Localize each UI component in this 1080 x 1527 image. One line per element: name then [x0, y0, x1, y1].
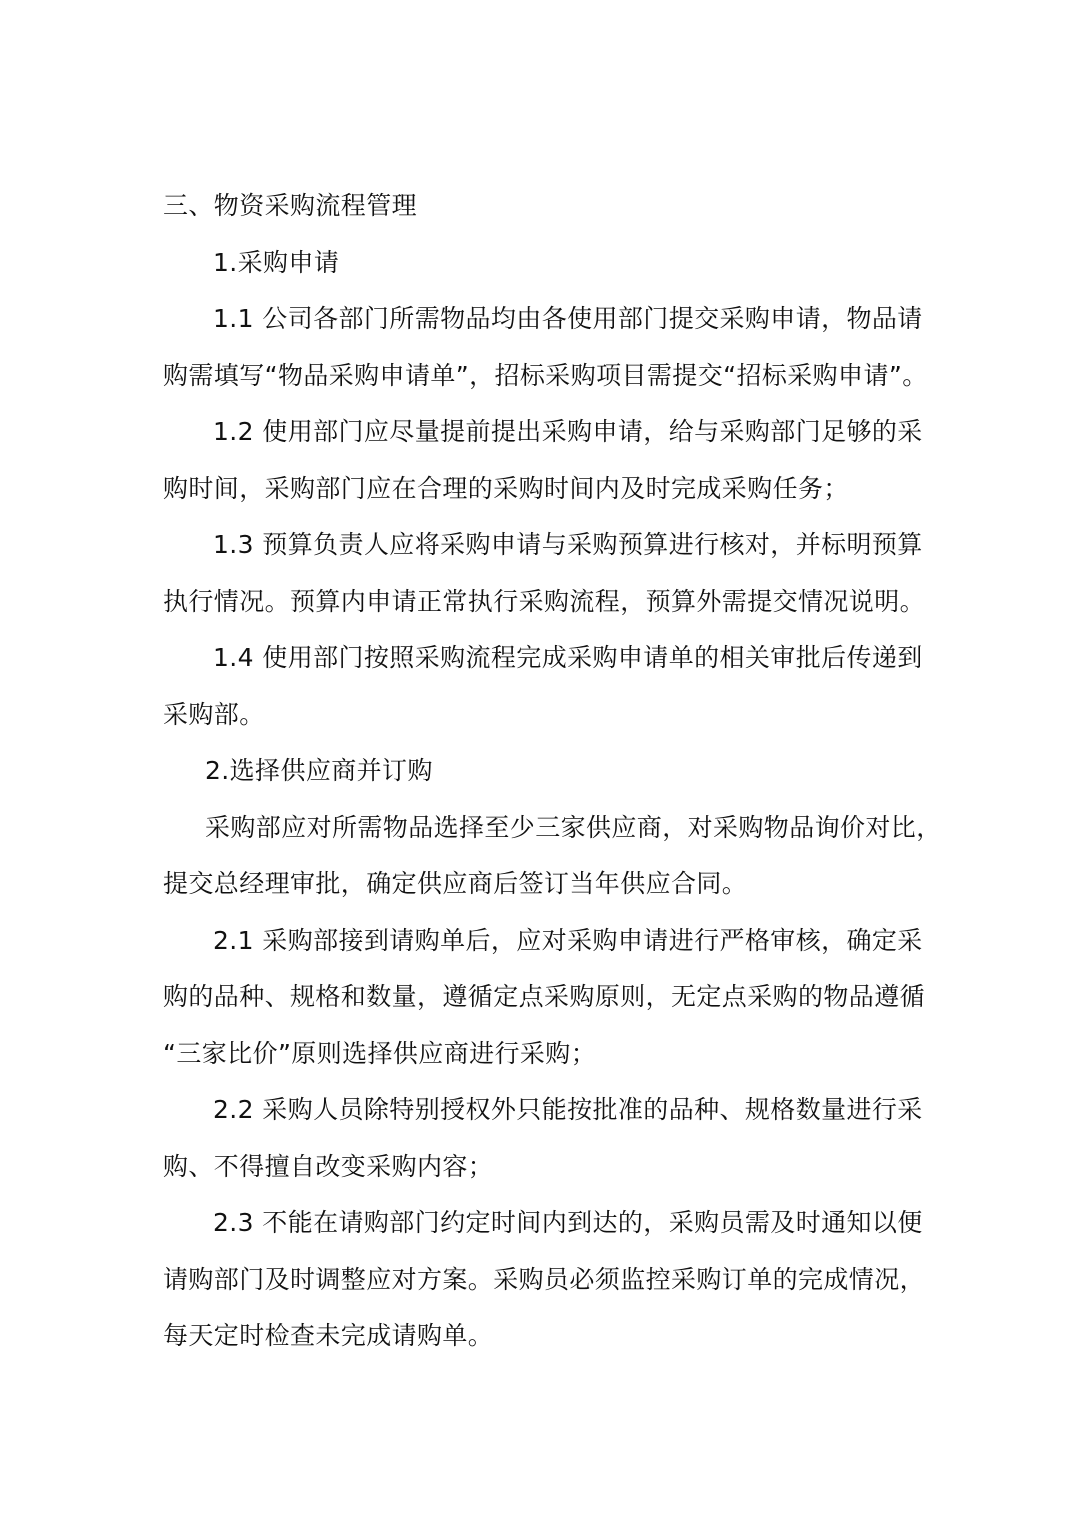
paragraph-1-4-line-2: 采购部。 — [163, 699, 265, 729]
paragraph-1-2-line-2: 购时间，采购部门应在合理的采购时间内及时完成采购任务； — [163, 473, 849, 503]
document-body — [163, 178, 942, 1365]
paragraph-2-1-line-3: “三家比价”原则选择供应商进行采购； — [163, 1038, 597, 1068]
paragraph-2-1-line-1: 2.1 采购部接到请购单后，应对采购申请进行严格审核，确定采 — [213, 925, 923, 955]
heading-select-supplier: 2.选择供应商并订购 — [205, 756, 433, 785]
paragraph-1-2-line-1: 1.2 使用部门应尽量提前提出采购申请，给与采购部门足够的采 — [213, 417, 923, 446]
paragraph-1-3-line-2: 执行情况。预算内申请正常执行采购流程，预算外需提交情况说明。 — [163, 586, 926, 616]
paragraph-1-1-line-1: 1.1 公司各部门所需物品均由各使用部门提交采购申请，物品请 — [213, 304, 923, 333]
paragraph-2-intro-line-2: 提交总经理审批，确定供应商后签订当年供应合同。 — [163, 869, 748, 898]
paragraph-1-1-line-2: 购需填写“物品采购申请单”，招标采购项目需提交“招标采购申请”。 — [163, 360, 928, 390]
paragraph-2-intro-line-1: 采购部应对所需物品选择至少三家供应商，对采购物品询价对比， — [205, 812, 942, 842]
paragraph-2-2-line-2: 购、不得擅自改变采购内容； — [163, 1151, 494, 1181]
section-title: 三、物资采购流程管理 — [163, 191, 418, 220]
paragraph-2-1-line-2: 购的品种、规格和数量，遵循定点采购原则，无定点采购的物品遵循 — [163, 982, 926, 1011]
paragraph-2-3-line-1: 2.3 不能在请购部门约定时间内到达的，采购员需及时通知以便 — [213, 1208, 923, 1237]
paragraph-2-2-line-1: 2.2 采购人员除特别授权外只能按批准的品种、规格数量进行采 — [213, 1095, 923, 1124]
paragraph-2-3-line-3: 每天定时检查未完成请购单。 — [163, 1321, 494, 1350]
paragraph-1-3-line-1: 1.3 预算负责人应将采购申请与采购预算进行核对，并标明预算 — [213, 530, 923, 559]
paragraph-2-3-line-2: 请购部门及时调整应对方案。采购员必须监控采购订单的完成情况， — [163, 1264, 926, 1294]
paragraph-1-4-line-1: 1.4 使用部门按照采购流程完成采购申请单的相关审批后传递到 — [213, 643, 923, 672]
heading-purchase-request: 1.采购申请 — [213, 247, 340, 277]
